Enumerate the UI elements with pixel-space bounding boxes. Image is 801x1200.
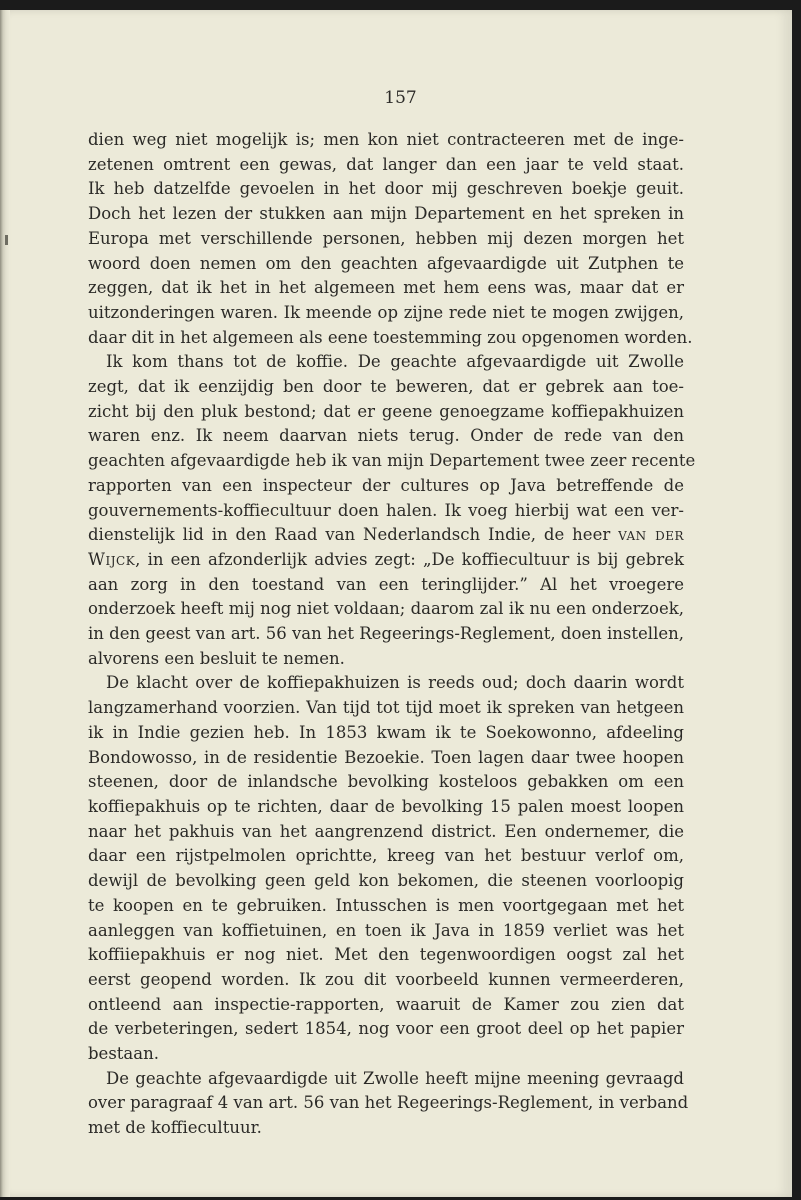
text-line: zetenen omtrent een gewas, dat langer dan een jaar te veld staat. bbox=[88, 154, 684, 174]
text-line: Bondowosso, in de residentie Bezoekie. Toen lagen daar twee hoopen bbox=[88, 747, 684, 767]
text-line: te koopen en te gebruiken. Intusschen is men voortgegaan met het bbox=[88, 895, 684, 915]
text-line: zeggen, dat ik het in het algemeen met hem eens was, maar dat er bbox=[88, 278, 684, 298]
text-line: De klacht over de koffiepakhuizen is reeds oud; doch daarin wordt bbox=[106, 673, 684, 693]
text-line: De geachte afgevaardigde uit Zwolle heeft mijne meening gevraagd bbox=[106, 1068, 684, 1088]
text-line: koffiepakhuis op te richten, daar de bevolking 15 palen moest loopen bbox=[88, 796, 684, 816]
text-line: over paragraaf 4 van art. 56 van het Regeerings-Reglement, in verband bbox=[88, 1093, 689, 1113]
spine-mark bbox=[5, 235, 8, 245]
text-line: gouvernements-koffiecultuur doen halen. Ik voeg hierbij wat een ver- bbox=[88, 500, 684, 520]
text-line: steenen, door de inlandsche bevolking kosteloos gebakken om een bbox=[88, 772, 684, 792]
text-line: dien weg niet mogelijk is; men kon niet contracteeren met de inge- bbox=[88, 130, 684, 149]
text-line: zicht bij den pluk bestond; dat er geene genoegzame koffiepakhuizen bbox=[88, 401, 684, 421]
text-line bbox=[88, 523, 684, 548]
text-line: naar het pakhuis van het aangrenzend district. Een ondernemer, die bbox=[88, 821, 684, 841]
text-line: aanleggen van koffietuinen, en toen ik Java in 1859 verliet was het bbox=[88, 920, 684, 940]
text-line: uitzonderingen waren. Ik meende op zijne rede niet te mogen zwijgen, bbox=[88, 302, 684, 322]
text-line: bestaan. bbox=[88, 1044, 159, 1064]
text-line: rapporten van een inspecteur der cultures op Java betreffende de bbox=[88, 475, 684, 495]
text-line: langzamerhand voorzien. Van tijd tot tijd moet ik spreken van hetgeen bbox=[88, 698, 684, 718]
line-text: , in een afzonderlijk advies zegt: „De koffiecultuur is bij gebrek bbox=[135, 549, 684, 569]
text-line: eerst geopend worden. Ik zou dit voorbeeld kunnen vermeerderen, bbox=[88, 969, 684, 989]
book-spine bbox=[0, 10, 10, 1197]
text-line: waren enz. Ik neem daarvan niets terug. Onder de rede van den bbox=[88, 426, 684, 446]
text-line: met de koffiecultuur. bbox=[88, 1118, 262, 1138]
text-line: daar dit in het algemeen als eene toestemming zou opgenomen worden. bbox=[88, 327, 693, 347]
text-line: Europa met verschillende personen, hebben mij dezen morgen het bbox=[88, 228, 684, 248]
text-line: zegt, dat ik eenzijdig ben door te beweren, dat er gebrek aan toe- bbox=[88, 377, 684, 397]
text-line: daar een rijstpelmolen oprichtte, kreeg van het bestuur verlof om, bbox=[88, 846, 684, 866]
text-line: onderzoek heeft mij nog niet voldaan; daarom zal ik nu een onderzoek, bbox=[88, 599, 684, 619]
text-line: dewijl de bevolking geen geld kon bekomen, die steenen voorloopig bbox=[88, 871, 684, 891]
text-line: Ik kom thans tot de koffie. De geachte afgevaardigde uit Zwolle bbox=[106, 352, 684, 372]
name-smallcaps: van der bbox=[618, 525, 684, 545]
line-text: dienstelijk lid in den Raad van Nederlandsch Indie, de heer bbox=[88, 525, 611, 545]
text-line: koffiiepakhuis er nog niet. Met den tegenwoordigen oogst zal het bbox=[88, 945, 684, 965]
text-line: in den geest van art. 56 van het Regeerings-Reglement, doen instellen, bbox=[88, 624, 684, 644]
text-line: woord doen nemen om den geachten afgevaardigde uit Zutphen te bbox=[88, 253, 684, 273]
text-line: ontleend aan inspectie-rapporten, waaruit de Kamer zou zien dat bbox=[88, 994, 684, 1014]
text-line: alvorens een besluit te nemen. bbox=[88, 648, 345, 668]
text-line: Ik heb datzelfde gevoelen in het door mij geschreven boekje geuit. bbox=[88, 179, 684, 199]
text-line bbox=[88, 548, 684, 573]
text-line: aan zorg in den toestand van een teringlijder.” Al het vroegere bbox=[88, 574, 684, 594]
name-smallcaps: Wijck bbox=[88, 549, 136, 569]
page-number: 157 bbox=[384, 88, 417, 108]
body-text bbox=[88, 128, 696, 1141]
text-line: de verbeteringen, sedert 1854, nog voor een groot deel op het papier bbox=[88, 1019, 684, 1039]
text-line: ik in Indie gezien heb. In 1853 kwam ik te Soekowonno, afdeeling bbox=[88, 722, 684, 742]
text-line: Doch het lezen der stukken aan mijn Departement en het spreken in bbox=[88, 204, 684, 224]
text-line: geachten afgevaardigde heb ik van mijn Departement twee zeer recente bbox=[88, 451, 696, 471]
